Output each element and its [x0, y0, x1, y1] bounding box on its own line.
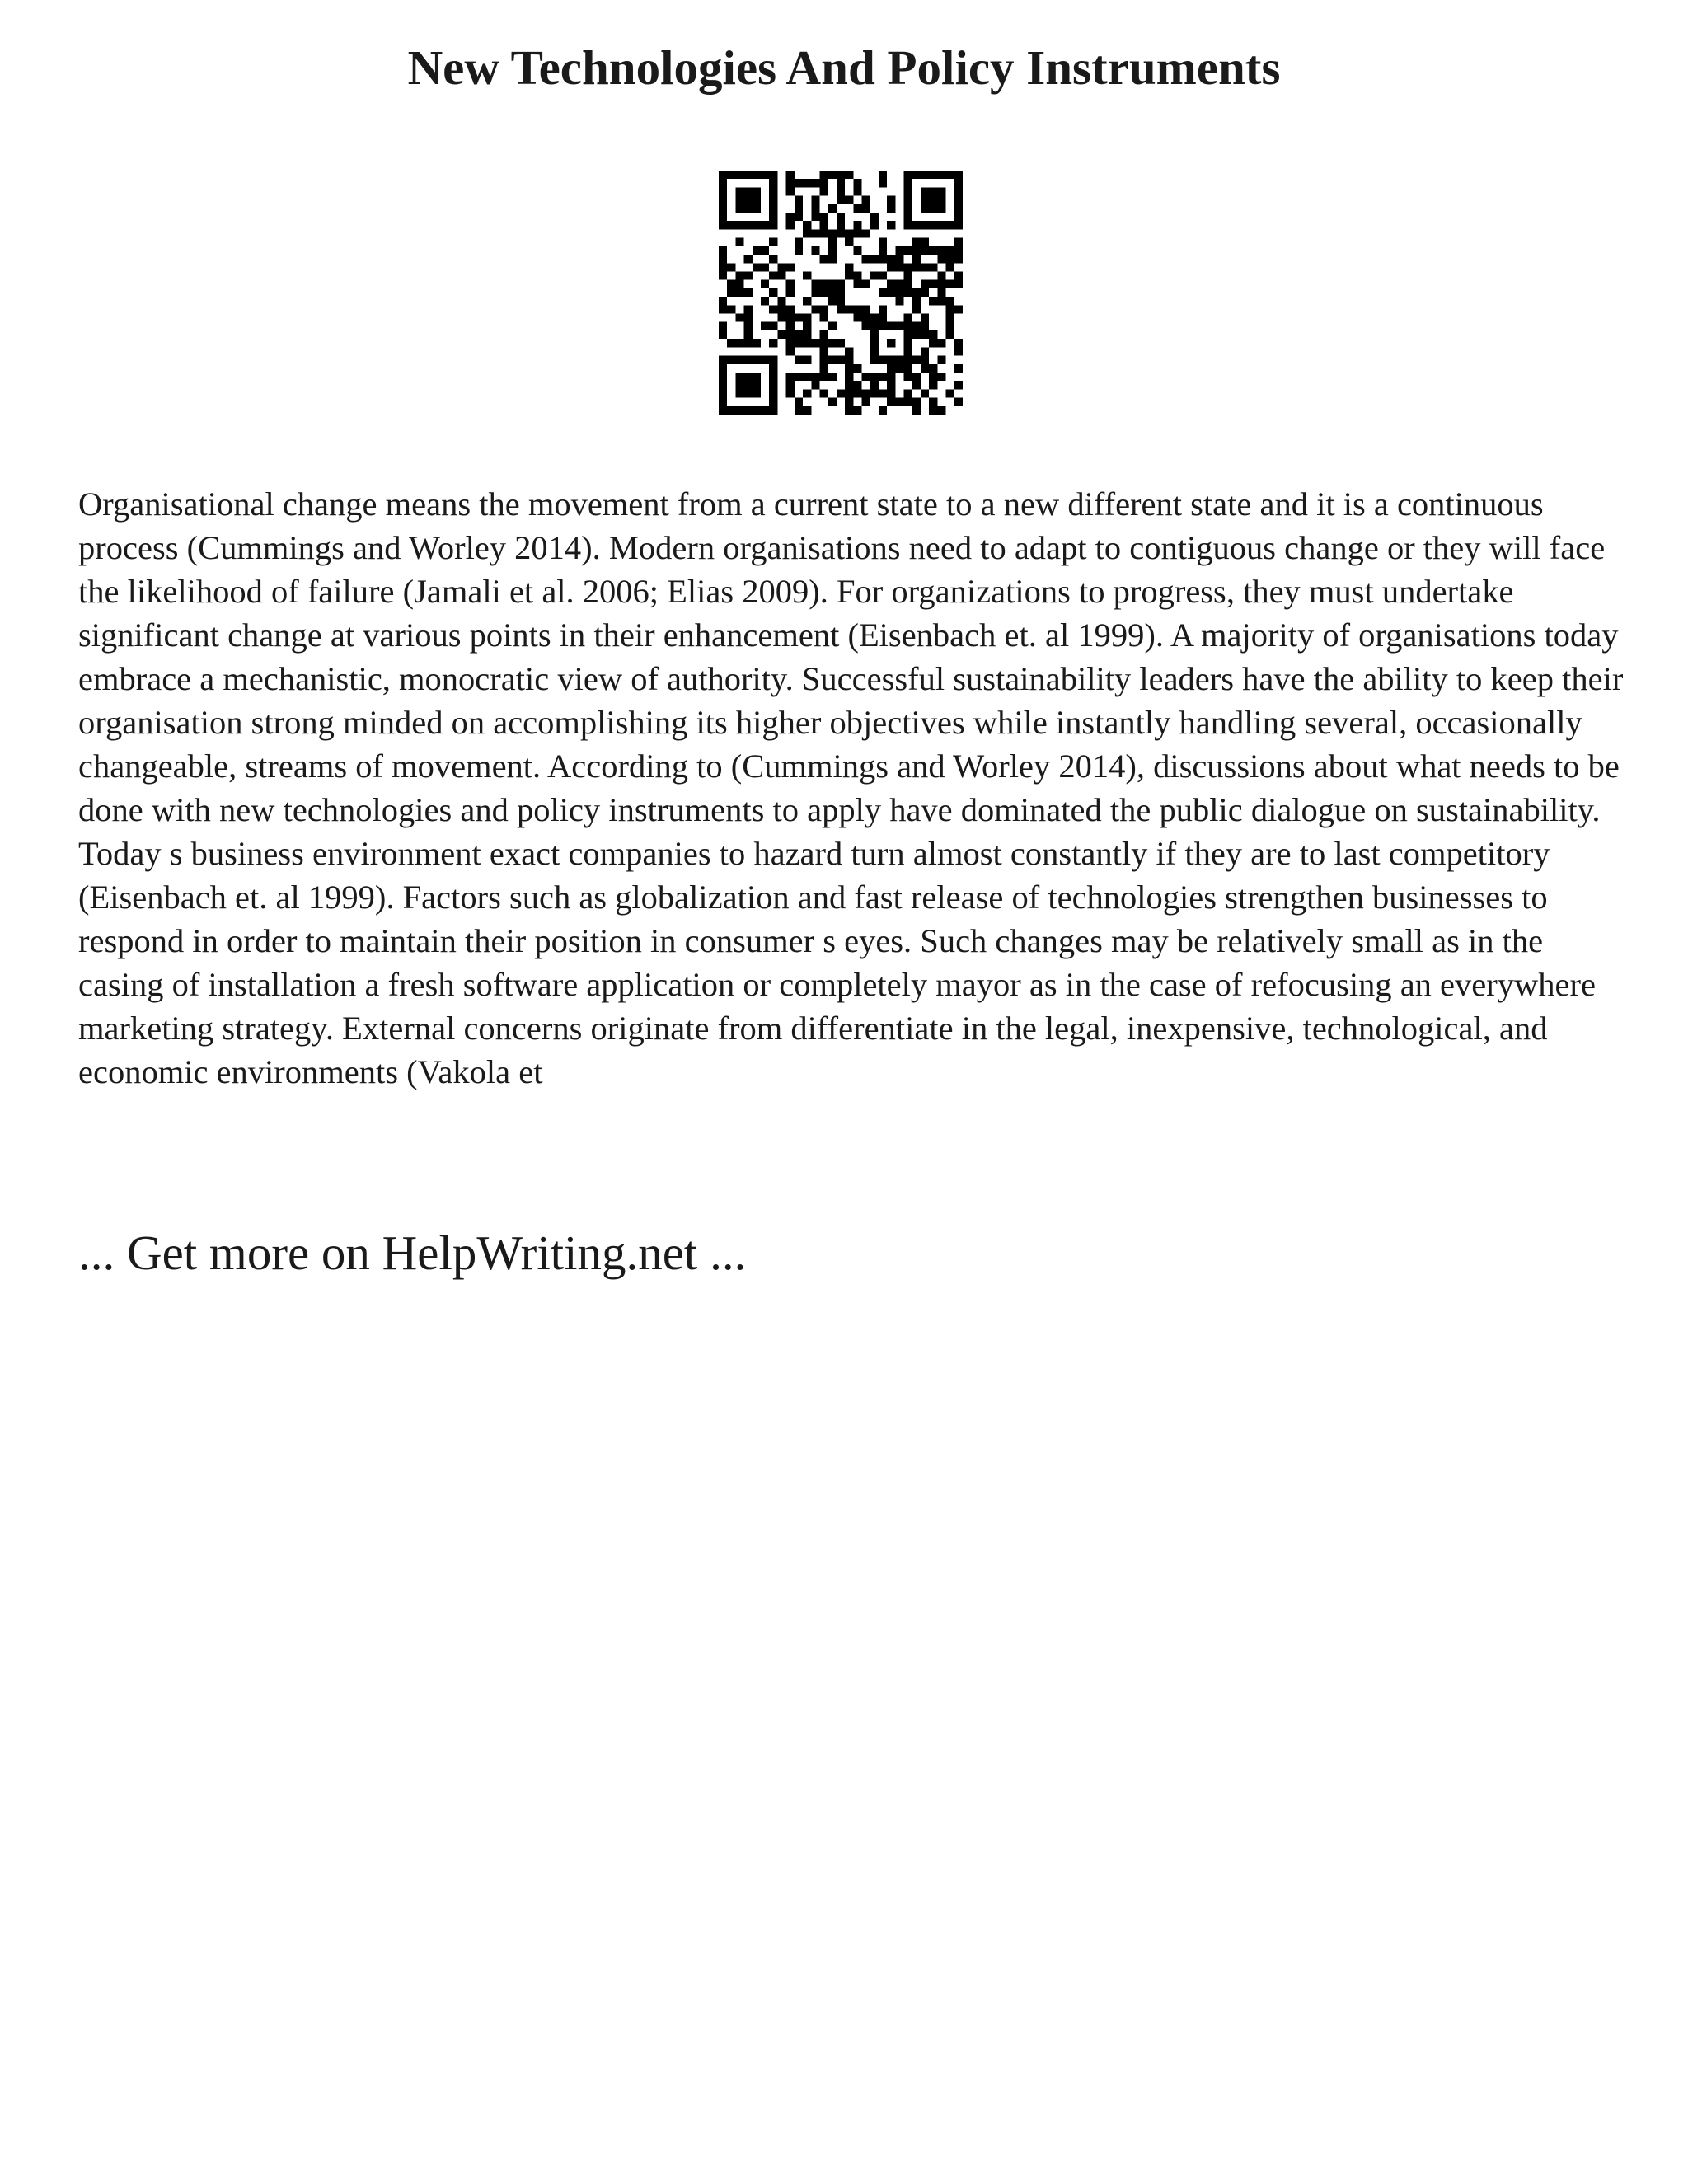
paragraph-1: Organisational change means the movement from a current state to a new different state and it is a continuous process (Cummings and Worley 2014). Modern organisations need to adapt to contiguous change or they will face the likelihood of failure (Jamali et al. 2006; Elias 2009). For organizations to progress, they must undertake significant change at various points in their enhancement (Eisenbach et. al 1999). A majority of organisations today embrace a mechanistic, monocratic view of authority. Successful sustainability leaders have the ability to keep their organisation strong minded on accomplishing its higher objectives while instantly handling several, occasionally changeable, streams of movement. According to (Cummings and Worley 2014), discussions about what needs to be done with new technologies and policy instruments to apply have dominated the public dialogue on sustainability. — [78, 485, 1624, 828]
document-title: New Technologies And Policy Instruments — [407, 40, 1281, 95]
document-body — [78, 482, 1628, 1094]
qr-code-icon — [719, 171, 963, 415]
paragraph-2: Today s business environment exact companies to hazard turn almost constantly if they are to last competitory (Eisenbach et. al 1999). Factors such as globalization and fast release of technologies strengthen businesses to respond in order to maintain their position in consumer s eyes. Such changes may be relatively small as in the casing of installation a fresh software application or completely mayor as in the case of refocusing an everywhere marketing strategy. External concerns originate from differentiate in the legal, inexpensive, technological, and economic environments (Vakola et — [78, 835, 1596, 1090]
get-more-link[interactable]: ... Get more on HelpWriting.net ... — [78, 1226, 747, 1280]
